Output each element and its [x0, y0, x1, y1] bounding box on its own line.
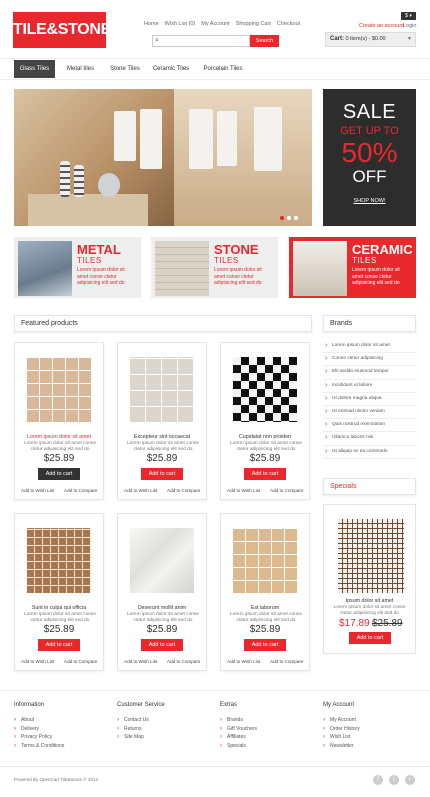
product-image[interactable]	[130, 357, 194, 422]
featured-heading: Featured products	[14, 315, 312, 332]
product-name[interactable]: Cupidatat non proiden	[238, 434, 292, 440]
footer-link[interactable]: › Site Map	[117, 733, 165, 742]
footer-divider	[0, 766, 430, 767]
footer-link[interactable]: › Gift Vouchers	[220, 725, 257, 734]
shop-now-link[interactable]: SHOP NOW!	[353, 198, 386, 204]
promo-subtitle: TILES	[352, 256, 377, 265]
add-to-wishlist-link[interactable]: Add to Wish List	[21, 659, 55, 664]
top-link-cart[interactable]: Shopping Cart	[235, 21, 271, 27]
search-icon: ⌕	[155, 37, 159, 44]
add-to-compare-link[interactable]: Add to Compare	[64, 488, 98, 493]
facebook-icon[interactable]: f	[373, 775, 383, 785]
login-link[interactable]: Login	[403, 23, 417, 29]
add-to-wishlist-link[interactable]: Add to Wish List	[21, 488, 55, 493]
add-to-cart-button[interactable]: Add to cart	[244, 639, 286, 651]
sale-title: SALE	[342, 101, 397, 123]
add-to-cart-button[interactable]: Add to cart	[38, 468, 80, 480]
site-logo[interactable]: TILE&STONE	[13, 12, 106, 48]
brand-item[interactable]: › Quis nostrud exercitation	[323, 419, 416, 432]
product-card[interactable]	[220, 513, 310, 671]
sale-banner[interactable]	[323, 89, 416, 226]
brand-item[interactable]: › Ut aliquip ex ea commodo	[323, 446, 416, 459]
product-card[interactable]	[117, 342, 207, 500]
product-price: $25.89	[146, 624, 178, 635]
brand-item[interactable]: › Incididunt ut labore	[323, 380, 416, 393]
product-image[interactable]	[130, 528, 194, 593]
footer-link[interactable]: › Returns	[117, 725, 165, 734]
product-name[interactable]: Lorem ipsum dolor sit amet	[27, 434, 91, 440]
brand-item[interactable]: › Conse ctetur adipisicing	[323, 353, 416, 366]
promo-text: Lorem ipsum dolor sit amet conse ctetur adipisicing elit sed do	[214, 267, 262, 286]
promo-text: Lorem ipsum dolor sit amet conse ctetur adipisicing elit sed do	[77, 267, 125, 286]
product-price: $25.89	[43, 624, 75, 635]
product-card[interactable]	[117, 513, 207, 671]
add-to-compare-link[interactable]: Add to Compare	[64, 659, 98, 664]
top-link-home[interactable]: Home	[144, 21, 159, 27]
footer-link[interactable]: › Contact Us	[117, 716, 165, 725]
footer-link[interactable]: › My Account	[323, 716, 360, 725]
create-account-link[interactable]: Create an account	[359, 23, 404, 29]
footer-link[interactable]: › Specials	[220, 742, 257, 751]
product-desc: Lorem ipsum dolor sit amet conse ctetur adipisicing elit sed do	[24, 612, 96, 623]
product-image[interactable]	[27, 528, 91, 593]
slider-dot[interactable]	[287, 216, 291, 220]
footer-col-extras	[220, 702, 257, 750]
chevron-down-icon: ▾	[407, 36, 411, 42]
product-card[interactable]	[14, 342, 104, 500]
slider-garment	[140, 109, 162, 169]
product-name[interactable]: Excepteur sint occaecat	[133, 434, 191, 440]
add-to-compare-link[interactable]: Add to Compare	[167, 488, 201, 493]
footer-heading: Information	[14, 702, 45, 708]
promo-text: Lorem ipsum dolor sit amet conse ctetur adipisicing elit sed do	[352, 267, 400, 286]
promo-title: CERAMIC	[352, 242, 413, 257]
cart-summary[interactable]	[325, 32, 416, 47]
top-link-checkout[interactable]: Checkout	[276, 21, 301, 27]
sale-percent: 50%	[341, 137, 398, 168]
add-to-compare-link[interactable]: Add to Compare	[167, 659, 201, 664]
footer-col-customer-service	[117, 702, 165, 742]
brand-item[interactable]: › Ut enimad minim veniam	[323, 406, 416, 419]
promo-subtitle: TILES	[214, 256, 239, 265]
add-to-wishlist-link[interactable]: Add to Wish List	[227, 488, 261, 493]
product-name[interactable]: Ipsum dolor sit amet	[345, 598, 394, 604]
footer-col-information	[14, 702, 64, 750]
product-price: $25.89	[43, 453, 75, 464]
promo-subtitle: TILES	[77, 256, 102, 265]
product-desc: Lorem ipsum dolor sit amet conse ctetur adipisicing elit sed do	[230, 612, 302, 623]
specials-heading: Specials	[323, 478, 416, 495]
product-image[interactable]	[27, 357, 91, 422]
brand-item[interactable]: › Ut dolore magna aliqua	[323, 393, 416, 406]
footer-heading: Extras	[220, 702, 238, 708]
cart-label: Cart:	[330, 36, 345, 42]
promo-image	[18, 241, 72, 296]
slider-garment	[254, 107, 282, 171]
special-card[interactable]	[323, 504, 416, 654]
footer-link[interactable]: › Affiliates	[220, 733, 257, 742]
special-price: $17.89	[339, 618, 370, 629]
product-image[interactable]	[338, 519, 404, 593]
slider-dots	[280, 216, 298, 220]
product-desc: Lorem ipsum dolor sit amet conse ctetur adipisicing elit sed do	[230, 441, 302, 452]
footer-link[interactable]: › Terms & Conditions	[14, 742, 64, 751]
sale-off: OFF	[352, 167, 387, 186]
product-name[interactable]: Sunt in culpa qui officia	[31, 605, 87, 611]
product-desc: Lorem ipsum dolor sit amet conse ctetur adipisicing elit sed do	[127, 612, 199, 623]
copyright: Powered By OpenCart Tile&Stone © 2013	[14, 777, 98, 782]
footer-link[interactable]: › About	[14, 716, 64, 725]
twitter-icon[interactable]: t	[389, 775, 399, 785]
add-to-compare-link[interactable]: Add to Compare	[270, 659, 304, 664]
slider-garment	[217, 111, 237, 166]
brands-list	[323, 340, 416, 459]
slider-vase	[60, 161, 70, 197]
hero-slider[interactable]	[14, 89, 312, 226]
brand-item[interactable]: › Lorem ipsum dolor sit amet	[323, 340, 416, 353]
promo-title: METAL	[77, 242, 121, 257]
add-to-cart-button[interactable]: Add to cart	[141, 468, 183, 480]
brand-item[interactable]: › Elit seddo eiusmod tempor	[323, 366, 416, 379]
slider-vase	[98, 173, 120, 197]
product-desc: Lorem ipsum dolor sit amet conse ctetur adipisicing elit sed do	[333, 605, 406, 616]
search-button[interactable]: Search	[250, 35, 279, 47]
nav-ceramic-tiles[interactable]: Ceramic Tiles	[152, 66, 190, 72]
footer-heading: Customer Service	[117, 702, 165, 708]
slider-vase	[74, 165, 84, 197]
brand-item[interactable]: › Ullamco laboris nisi	[323, 432, 416, 445]
top-link-account[interactable]: My Account	[201, 21, 230, 27]
nav-porcelain-tiles[interactable]: Porcelain Tiles	[203, 66, 243, 72]
footer-link[interactable]: › Brands	[220, 716, 257, 725]
product-image[interactable]	[233, 528, 297, 593]
slider-dot[interactable]	[294, 216, 298, 220]
promo-metal[interactable]	[14, 237, 141, 298]
add-to-wishlist-link[interactable]: Add to Wish List	[124, 659, 158, 664]
add-to-cart-button[interactable]: Add to cart	[38, 639, 80, 651]
rss-icon[interactable]: r	[405, 775, 415, 785]
sale-subtitle: GET UP TO	[340, 125, 399, 137]
add-to-cart-button[interactable]: Add to cart	[244, 468, 286, 480]
nav-metal-tiles[interactable]: Metal tiles	[66, 66, 94, 72]
add-to-wishlist-link[interactable]: Add to Wish List	[124, 488, 158, 493]
currency-selector[interactable]: $ ▾	[401, 12, 416, 20]
add-to-cart-button[interactable]: Add to cart	[349, 632, 391, 644]
slider-garment	[189, 109, 213, 169]
slider-shelf	[28, 194, 148, 226]
add-to-compare-link[interactable]: Add to Compare	[270, 488, 304, 493]
footer-link[interactable]: › Wish List	[323, 733, 360, 742]
product-price: $25.89	[249, 624, 281, 635]
slider-dot[interactable]	[280, 216, 284, 220]
promo-image	[293, 241, 347, 296]
product-price: $25.89	[146, 453, 178, 464]
add-to-cart-button[interactable]: Add to cart	[141, 639, 183, 651]
footer-heading: My Account	[323, 702, 355, 708]
product-desc: Lorem ipsum dolor sit amet conse ctetur adipisicing elit sed do	[127, 441, 199, 452]
product-name[interactable]: Deserunt mollit anim	[137, 605, 187, 611]
promo-ceramic[interactable]	[289, 237, 416, 298]
promo-stone[interactable]	[151, 237, 278, 298]
brands-heading: Brands	[323, 315, 416, 332]
nav-stone-tiles[interactable]: Stone Tiles	[110, 66, 140, 72]
top-link-wishlist[interactable]: Wish List (0)	[164, 21, 196, 27]
old-price: $25.89	[372, 618, 403, 629]
product-image[interactable]	[233, 357, 297, 422]
slider-garment	[114, 111, 136, 161]
product-desc: Lorem ipsum dolor sit amet conse ctetur adipisicing elit sed do	[24, 441, 96, 452]
product-card[interactable]	[220, 342, 310, 500]
footer-link[interactable]: › Newsletter	[323, 742, 360, 751]
footer-col-my-account	[323, 702, 360, 750]
product-card[interactable]	[14, 513, 104, 671]
footer-link[interactable]: › Order History	[323, 725, 360, 734]
product-price: $25.89	[249, 453, 281, 464]
top-links	[144, 21, 300, 27]
footer-link[interactable]: › Delivery	[14, 725, 64, 734]
nav-glass-tiles[interactable]: Glass Tiles	[14, 60, 55, 78]
search-input[interactable]	[152, 35, 250, 47]
add-to-wishlist-link[interactable]: Add to Wish List	[227, 659, 261, 664]
product-name[interactable]: Est laborum	[250, 605, 280, 611]
footer-link[interactable]: › Privacy Policy	[14, 733, 64, 742]
promo-image	[155, 241, 209, 296]
cart-totals: 0 item(s) - $0.00	[345, 36, 386, 42]
promo-title: STONE	[214, 242, 259, 257]
